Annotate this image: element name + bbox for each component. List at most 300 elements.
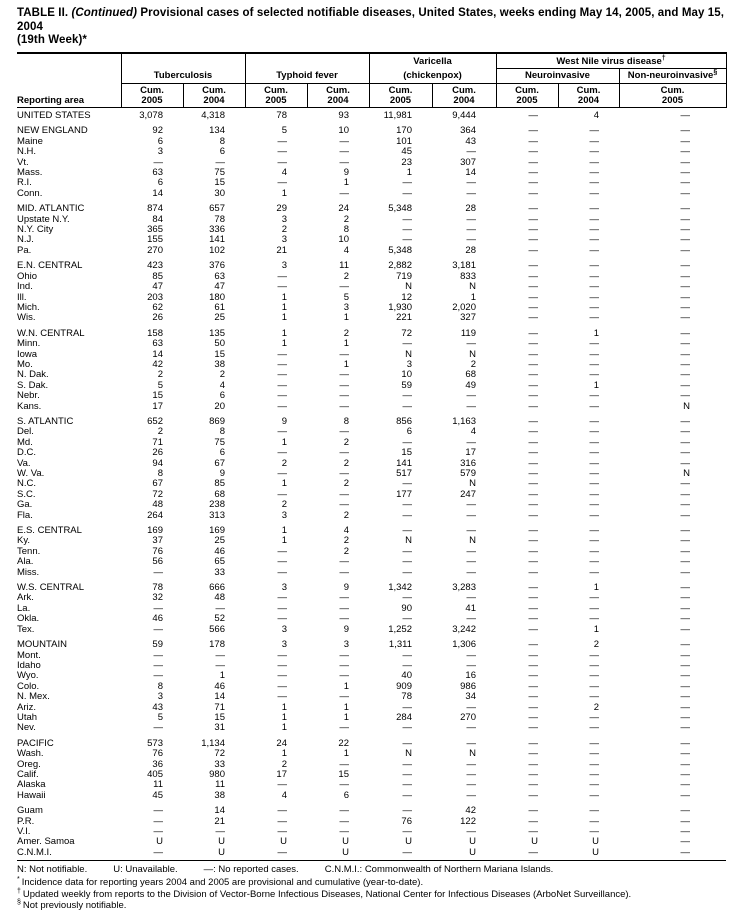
value-cell: —	[528, 348, 538, 360]
value-cell: 15	[152, 390, 163, 402]
value-cell: —	[153, 815, 163, 827]
value-cell: 14	[152, 187, 163, 199]
value-cell: —	[528, 670, 538, 682]
value-cell: —	[589, 203, 599, 215]
value-cell: —	[528, 203, 538, 215]
footnote-marker: §	[17, 899, 21, 907]
value-cell: —	[339, 468, 349, 479]
value-cell: —	[339, 659, 349, 671]
value-cell: —	[680, 415, 690, 427]
legend-item: N: Not notifiable.	[17, 864, 88, 876]
value-cell: 141	[209, 234, 225, 246]
value-cell: 2	[157, 426, 163, 438]
header-group-row-top	[17, 53, 726, 69]
value-cell: —	[589, 488, 599, 500]
value-cell: 59	[401, 379, 412, 391]
value-cell: —	[528, 177, 538, 189]
table-row	[17, 604, 726, 614]
value-cell: —	[339, 649, 349, 661]
non-neuroinvasive-label: Non-neuroinvasive	[627, 69, 714, 81]
reporting-area-cell: Md.	[17, 436, 33, 448]
value-cell: —	[339, 400, 349, 412]
reporting-area-cell: Mich.	[17, 301, 40, 313]
value-cell: 56	[152, 556, 163, 568]
value-cell: —	[528, 358, 538, 370]
value-cell: —	[466, 737, 476, 749]
value-cell: —	[277, 488, 287, 500]
value-cell: U	[156, 836, 163, 848]
value-cell: —	[589, 499, 599, 511]
value-cell: 2	[343, 327, 349, 339]
value-cell: 8	[343, 415, 349, 427]
value-cell: 34	[465, 691, 476, 703]
value-cell: —	[680, 737, 690, 749]
value-cell: —	[402, 213, 412, 225]
value-cell: 833	[460, 270, 476, 282]
value-cell: —	[277, 390, 287, 402]
reporting-area-cell: Mont.	[17, 649, 41, 661]
value-cell: —	[402, 789, 412, 801]
value-cell: —	[528, 301, 538, 313]
value-cell: —	[680, 602, 690, 614]
value-cell: 30	[214, 187, 225, 199]
value-cell: 29	[276, 203, 287, 215]
reporting-area-cell: S.C.	[17, 488, 36, 500]
value-cell: —	[153, 659, 163, 671]
value-cell: 3	[281, 509, 287, 521]
cum-year-column-header: Cum. 2005	[496, 84, 558, 108]
value-cell: 336	[209, 224, 225, 236]
value-cell: 72	[214, 748, 225, 760]
value-cell: —	[277, 602, 287, 614]
value-cell: 41	[465, 602, 476, 614]
value-cell: —	[680, 722, 690, 734]
value-cell: 3,283	[452, 582, 476, 594]
reporting-area-cell: S. Dak.	[17, 379, 49, 391]
value-cell: 2	[343, 478, 349, 490]
value-cell: 1	[281, 327, 287, 339]
value-cell: —	[402, 187, 412, 199]
value-cell: —	[528, 291, 538, 303]
value-cell: 3	[281, 623, 287, 635]
value-cell: 3	[343, 639, 349, 651]
value-cell: 2	[343, 436, 349, 448]
value-cell: —	[589, 146, 599, 158]
value-cell: 21	[214, 815, 225, 827]
value-cell: —	[466, 187, 476, 199]
value-cell: 5	[281, 125, 287, 137]
value-cell: 1,311	[388, 639, 412, 651]
value-cell: 869	[209, 415, 225, 427]
value-cell: —	[589, 768, 599, 780]
value-cell: —	[277, 468, 287, 479]
value-cell: N	[469, 748, 476, 760]
reporting-area-cell: Vt.	[17, 156, 29, 168]
footnote-marker: *	[17, 876, 20, 884]
reporting-area-cell: P.R.	[17, 815, 35, 827]
table-row	[17, 189, 726, 199]
value-cell: 3	[281, 639, 287, 651]
table-row	[17, 313, 726, 323]
table-row	[17, 370, 726, 380]
footnotes	[17, 877, 727, 912]
reporting-area-cell: Alaska	[17, 779, 46, 791]
value-cell: 17	[465, 447, 476, 459]
value-cell: —	[528, 156, 538, 168]
value-cell: 1	[281, 711, 287, 723]
value-cell: —	[680, 582, 690, 594]
value-cell: —	[528, 779, 538, 791]
value-cell: —	[589, 478, 599, 490]
value-cell: —	[680, 291, 690, 303]
reporting-area-cell: Ky.	[17, 535, 31, 547]
value-cell: 1	[281, 722, 287, 734]
value-cell: 364	[460, 125, 476, 137]
value-cell: —	[528, 110, 538, 121]
reporting-area-cell: Ga.	[17, 499, 33, 511]
value-cell: 48	[152, 499, 163, 511]
value-cell: —	[528, 680, 538, 692]
table-number: TABLE II.	[17, 7, 69, 19]
value-cell: —	[528, 135, 538, 147]
value-cell: 177	[396, 488, 412, 500]
value-cell: 6	[219, 390, 225, 402]
value-cell: 1	[406, 167, 412, 179]
value-cell: —	[528, 826, 538, 837]
value-cell: —	[589, 281, 599, 293]
value-cell: —	[680, 509, 690, 521]
legend-item: C.N.M.I.: Commonwealth of Northern Mariana Islands.	[324, 864, 554, 876]
value-cell: —	[589, 722, 599, 734]
value-cell: —	[466, 613, 476, 625]
value-cell: —	[589, 711, 599, 723]
value-cell: 8	[157, 468, 163, 479]
table-row	[17, 682, 726, 692]
reporting-area-cell: V.I.	[17, 826, 31, 837]
value-cell: —	[589, 426, 599, 438]
value-cell: 3	[281, 260, 287, 272]
value-cell: —	[528, 701, 538, 713]
value-cell: —	[589, 400, 599, 412]
value-cell: —	[528, 400, 538, 412]
reporting-area-header: Reporting area	[17, 84, 121, 108]
value-cell: —	[680, 613, 690, 625]
value-cell: —	[528, 488, 538, 500]
value-cell: —	[402, 338, 412, 350]
value-cell: 76	[152, 545, 163, 557]
cum-year-column-header: Cum. 2004	[183, 84, 245, 108]
region-row	[17, 256, 726, 271]
table-row	[17, 272, 726, 282]
value-cell: —	[153, 805, 163, 817]
value-cell: N	[405, 535, 412, 547]
value-cell: —	[402, 234, 412, 246]
value-cell: 4	[219, 379, 225, 391]
value-cell: 48	[214, 592, 225, 604]
table-row	[17, 178, 726, 188]
value-cell: —	[402, 177, 412, 189]
value-cell: 76	[152, 748, 163, 760]
value-cell: —	[245, 848, 307, 861]
table-row	[17, 469, 726, 479]
value-cell: —	[589, 390, 599, 402]
value-cell: —	[496, 848, 558, 861]
reporting-area-cell: Iowa	[17, 348, 38, 360]
value-cell: —	[589, 805, 599, 817]
table-row	[17, 147, 726, 157]
value-cell: —	[277, 826, 287, 837]
reporting-area-cell: Utah	[17, 711, 38, 723]
reporting-area-cell: Nebr.	[17, 390, 40, 402]
value-cell: 37	[152, 535, 163, 547]
table-row	[17, 536, 726, 546]
value-cell: 365	[147, 224, 163, 236]
region-row	[17, 199, 726, 214]
value-cell: —	[277, 659, 287, 671]
reporting-area-cell: Calif.	[17, 768, 39, 780]
value-cell: 23	[401, 156, 412, 168]
value-cell: 17	[276, 768, 287, 780]
value-cell: 986	[460, 680, 476, 692]
value-cell: 9	[343, 167, 349, 179]
value-cell: —	[339, 156, 349, 168]
value-cell: —	[528, 748, 538, 760]
value-cell: —	[589, 566, 599, 578]
value-cell: —	[528, 711, 538, 723]
value-cell: —	[528, 125, 538, 137]
value-cell: 5	[343, 291, 349, 303]
value-cell: 45	[152, 789, 163, 801]
footnote-line: * Incidence data for reporting years 2004 and 2005 are provisional and cumulative (year-to-date).	[17, 876, 424, 889]
value-cell: —	[277, 815, 287, 827]
value-cell: 102	[209, 244, 225, 256]
chickenpox-header: (chickenpox)	[369, 69, 496, 84]
value-cell: —	[680, 488, 690, 500]
value-cell: —	[680, 758, 690, 770]
value-cell: —	[589, 135, 599, 147]
value-cell: 3	[406, 358, 412, 370]
value-cell: N	[405, 748, 412, 760]
table-row	[17, 391, 726, 401]
table-row	[17, 293, 726, 303]
value-cell: 652	[147, 415, 163, 427]
value-cell: —	[680, 789, 690, 801]
value-cell: —	[589, 649, 599, 661]
value-cell: —	[277, 426, 287, 438]
value-cell: —	[680, 234, 690, 246]
table-row	[17, 339, 726, 349]
value-cell: —	[680, 348, 690, 360]
value-cell: 1	[281, 312, 287, 324]
value-cell: —	[339, 379, 349, 391]
value-cell: —	[528, 737, 538, 749]
value-cell: —	[528, 691, 538, 703]
table-row	[17, 557, 726, 567]
reporting-area-cell: Tenn.	[17, 545, 41, 557]
value-cell: 14	[152, 348, 163, 360]
value-cell: —	[121, 848, 183, 861]
value-cell: —	[589, 758, 599, 770]
value-cell: 45	[401, 146, 412, 158]
value-cell: 1	[281, 187, 287, 199]
value-cell: —	[680, 447, 690, 459]
value-cell: 9	[281, 415, 287, 427]
value-cell: 47	[152, 281, 163, 293]
value-cell: —	[589, 670, 599, 682]
value-cell: —	[680, 156, 690, 168]
value-cell: —	[528, 478, 538, 490]
value-cell: 980	[209, 768, 225, 780]
value-cell: —	[589, 436, 599, 448]
value-cell: —	[339, 826, 349, 837]
value-cell: —	[153, 623, 163, 635]
value-cell: —	[589, 815, 599, 827]
value-cell: —	[528, 602, 538, 614]
value-cell: 4,318	[201, 110, 225, 121]
value-cell: 2	[343, 457, 349, 469]
footnote-line: § Not previously notifiable.	[17, 899, 127, 912]
value-cell: 43	[152, 701, 163, 713]
table-row	[17, 350, 726, 360]
reporting-area-cell: NEW ENGLAND	[17, 125, 88, 137]
value-cell: 43	[465, 135, 476, 147]
value-cell: 25	[214, 312, 225, 324]
table-row	[17, 235, 726, 245]
value-cell: —	[528, 623, 538, 635]
value-cell: 78	[276, 110, 287, 121]
value-cell: —	[153, 670, 163, 682]
value-cell: —	[680, 535, 690, 547]
value-cell: 1	[281, 338, 287, 350]
value-cell: —	[680, 426, 690, 438]
value-cell: —	[402, 224, 412, 236]
value-cell: —	[466, 758, 476, 770]
value-cell: 46	[152, 613, 163, 625]
value-cell: 33	[214, 758, 225, 770]
value-cell: 666	[209, 582, 225, 594]
value-cell: —	[680, 260, 690, 272]
value-cell: —	[528, 213, 538, 225]
value-cell: —	[339, 805, 349, 817]
value-cell: —	[466, 400, 476, 412]
reporting-area-cell: N.C.	[17, 478, 36, 490]
value-cell: —	[277, 146, 287, 158]
cum-year-column-header: Cum. 2005	[121, 84, 183, 108]
value-cell: —	[402, 525, 412, 537]
value-cell: —	[528, 390, 538, 402]
value-cell: —	[589, 680, 599, 692]
value-cell: 6	[219, 447, 225, 459]
value-cell: 2	[343, 545, 349, 557]
value-cell: —	[215, 659, 225, 671]
value-cell: —	[589, 348, 599, 360]
value-cell: 405	[147, 768, 163, 780]
value-cell: —	[339, 556, 349, 568]
header-spacer	[17, 53, 121, 69]
table-row	[17, 651, 726, 661]
value-cell: —	[680, 805, 690, 817]
value-cell: 20	[214, 400, 225, 412]
value-cell: —	[402, 758, 412, 770]
value-cell: —	[402, 722, 412, 734]
value-cell: U	[432, 848, 496, 861]
value-cell: —	[402, 779, 412, 791]
value-cell: —	[466, 436, 476, 448]
value-cell: 1	[343, 711, 349, 723]
value-cell: —	[466, 722, 476, 734]
reporting-area-cell: PACIFIC	[17, 737, 54, 749]
value-cell: —	[680, 270, 690, 282]
legend-item: U: Unavailable.	[113, 864, 178, 876]
value-cell: —	[466, 545, 476, 557]
region-row	[17, 521, 726, 536]
value-cell: 24	[338, 203, 349, 215]
value-cell: —	[528, 379, 538, 391]
value-cell: —	[528, 436, 538, 448]
value-cell: —	[589, 291, 599, 303]
value-cell: —	[402, 556, 412, 568]
value-cell: 1	[281, 535, 287, 547]
value-cell: —	[589, 509, 599, 521]
value-cell: —	[528, 789, 538, 801]
reporting-area-cell: W.N. CENTRAL	[17, 327, 85, 339]
reporting-area-cell: E.N. CENTRAL	[17, 260, 83, 272]
value-cell: U	[558, 848, 619, 861]
value-cell: 17	[152, 400, 163, 412]
cum-year-column-header: Cum. 2004	[558, 84, 619, 108]
value-cell: 10	[338, 234, 349, 246]
value-cell: N	[405, 348, 412, 360]
value-cell: —	[466, 649, 476, 661]
value-cell: 93	[338, 110, 349, 121]
value-cell: —	[680, 281, 690, 293]
west-nile-label: West Nile virus disease	[556, 55, 662, 67]
reporting-area-cell: W.S. CENTRAL	[17, 582, 85, 594]
neuroinvasive-header: Neuroinvasive	[496, 69, 619, 84]
value-cell: —	[589, 826, 599, 837]
table-row	[17, 381, 726, 391]
value-cell: —	[589, 545, 599, 557]
value-cell: —	[589, 525, 599, 537]
value-cell: —	[528, 447, 538, 459]
value-cell: 6	[219, 146, 225, 158]
value-cell: 1	[593, 379, 599, 391]
reporting-area-cell: Wyo.	[17, 670, 39, 682]
value-cell: 42	[152, 358, 163, 370]
value-cell: —	[402, 509, 412, 521]
footnote-legend	[17, 864, 727, 876]
value-cell: —	[277, 379, 287, 391]
reporting-area-cell: Wis.	[17, 312, 36, 324]
value-cell: —	[528, 556, 538, 568]
value-cell: —	[153, 602, 163, 614]
value-cell: —	[153, 649, 163, 661]
value-cell: 76	[401, 815, 412, 827]
value-cell: —	[528, 592, 538, 604]
reporting-area-cell: Mo.	[17, 358, 33, 370]
footnote-marker: †	[17, 887, 21, 895]
value-cell: 3,078	[139, 110, 163, 121]
reporting-area-cell: Maine	[17, 135, 43, 147]
value-cell: 22	[338, 737, 349, 749]
reporting-area-cell: Ariz.	[17, 701, 36, 713]
value-cell: —	[277, 281, 287, 293]
value-cell: —	[680, 826, 690, 837]
value-cell: —	[402, 659, 412, 671]
value-cell: —	[369, 848, 432, 861]
reporting-area-cell: Okla.	[17, 613, 40, 625]
value-cell: 2	[281, 499, 287, 511]
